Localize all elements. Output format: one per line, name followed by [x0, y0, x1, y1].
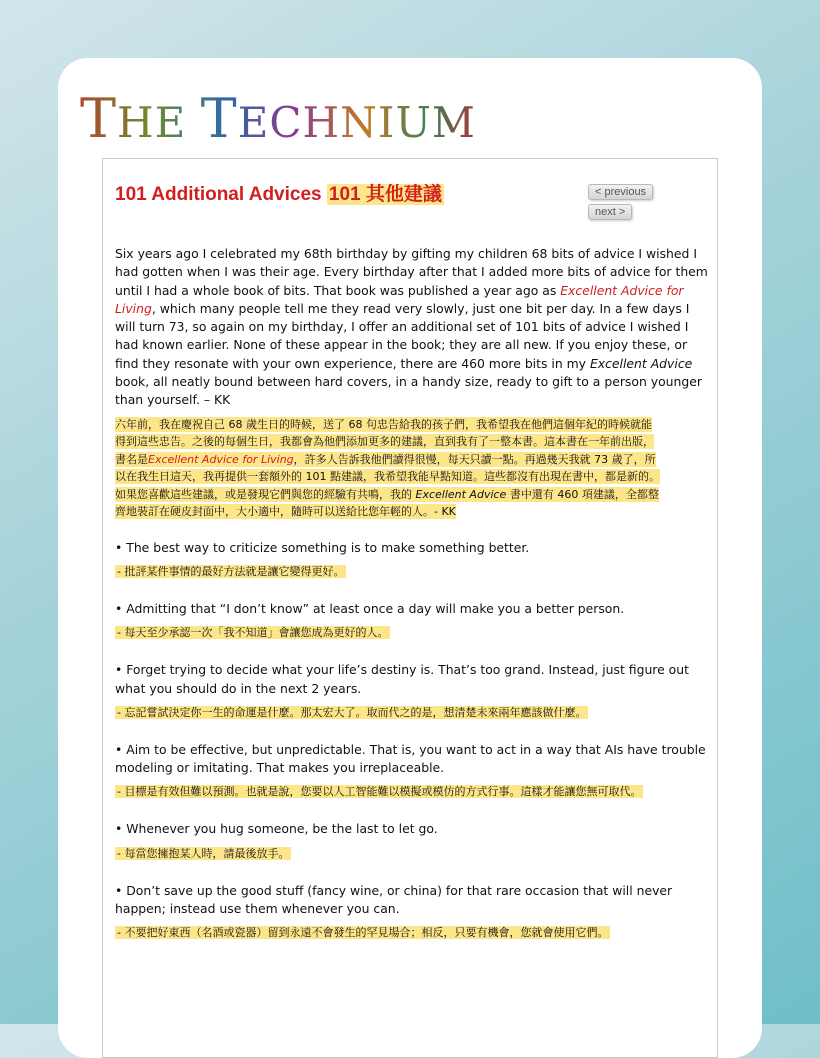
page-title: [115, 179, 444, 206]
translation-text: 如果您喜歡這些建議，或是發現它們與您的經驗有共鳴，我的: [115, 487, 416, 501]
logo-letter: T: [80, 87, 118, 150]
site-logo[interactable]: [80, 86, 476, 156]
translation-line: 以在我生日這天，我再提供一套額外的 101 點建議，我希望我能早點知道。這些都沒有出現在書中，都是新的。: [115, 470, 660, 484]
advice-item: [115, 600, 709, 641]
translation-text: ，許多人告訴我他們讀得很慢，每天只讀一點。再過幾天我就 73 歲了，所: [293, 452, 656, 466]
translation-line: 六年前，我在慶祝自己 68 歲生日的時候，送了 68 句忠告給我的孩子們，我希望我在他們這個年紀的時候就能: [115, 417, 652, 431]
advice-english: • Aim to be effective, but unpredictable. That is, you want to act in a way that AIs have trouble modeling or imitating. That makes you irreplaceable.: [115, 741, 706, 776]
book-title: Excellent Advice: [415, 487, 507, 501]
article-body: [115, 245, 709, 961]
next-button[interactable]: next >: [588, 204, 632, 220]
advice-chinese: - 不要把好東西（名酒或瓷器）留到永遠不會發生的罕見場合；相反，只要有機會，您就會使用它們。: [117, 926, 609, 940]
advice-item: [115, 882, 709, 942]
intro-text: Six years ago I celebrated my 68th birthday by gifting my children 68 bits of advice I wished I had gotten when I was their age. Every birthday after that I added more bits of advice for them until I had a whole book of bits. That book was published a year ago as: [115, 246, 708, 298]
advice-item: [115, 820, 709, 861]
advice-chinese: - 忘記嘗試決定你一生的命運是什麼。那太宏大了。取而代之的是，想清楚未來兩年應該做什麼。: [117, 705, 587, 719]
advice-item: [115, 661, 709, 721]
translation-line: 齊地裝訂在硬皮封面中，大小適中，隨時可以送給比您年輕的人。- KK: [115, 505, 456, 519]
advice-english: • Whenever you hug someone, be the last to let go.: [115, 821, 438, 837]
advice-chinese: - 每天至少承認一次「我不知道」會讓您成為更好的人。: [117, 626, 389, 640]
book-title-link[interactable]: Excellent Advice for Living: [148, 452, 294, 466]
advice-english: • Don’t save up the good stuff (fancy wine, or china) for that rare occasion that will never happen; instead use them whenever you can.: [115, 882, 673, 917]
advice-chinese: - 每當您擁抱某人時，請最後放手。: [117, 846, 290, 860]
article-panel: [102, 158, 718, 1058]
intro-text: , which many people tell me they read very slowly, just one bit per day. In a few days I will turn 73, so again on my birthday, I offer an additional set of 101 bits of advice I wished I had known earlier. None of these appear in the book; they are all new. If you enjoy these, or find they resonate with your own experience, there are 460 more bits in my: [115, 300, 690, 371]
translation-text: 書名是: [115, 452, 148, 466]
intro-translation: [115, 416, 709, 521]
book-title-link[interactable]: Excellent Advice for Living: [115, 282, 684, 316]
logo-text: HE: [117, 98, 201, 147]
book-title: Excellent Advice: [589, 355, 693, 371]
title-english: 101 Additional Advices: [115, 184, 322, 205]
advice-item: [115, 539, 709, 580]
logo-letter: T: [200, 87, 238, 150]
advice-english: • Admitting that “I don’t know” at least once a day will make you a better person.: [115, 600, 625, 616]
intro-paragraph: [115, 245, 709, 410]
previous-button[interactable]: < previous: [588, 184, 653, 200]
advice-chinese: - 目標是有效但難以預測。也就是說，您要以人工智能難以模擬或模仿的方式行事。這樣才能讓您無可取代。: [117, 785, 642, 799]
advice-english: • The best way to criticize something is to make something better.: [115, 539, 530, 555]
translation-line: 得到這些忠告。之後的每個生日，我都會為他們添加更多的建議，直到我有了一整本書。這本書在一年前出版，: [115, 435, 654, 449]
title-chinese: 101 其他建議: [328, 184, 442, 205]
translation-text: 書中還有 460 項建議，全都整: [506, 487, 659, 501]
advice-chinese: - 批評某件事情的最好方法就是讓它變得更好。: [117, 564, 345, 578]
intro-text: book, all neatly bound between hard covers, in a handy size, ready to gift to a person younger than yourself. – KK: [115, 374, 702, 408]
logo-text: ECHNIUM: [237, 98, 476, 147]
advice-english: • Forget trying to decide what your life’s destiny is. That’s too grand. Instead, just figure out what you should do in the next 2 years.: [115, 662, 689, 696]
advice-item: [115, 741, 709, 801]
